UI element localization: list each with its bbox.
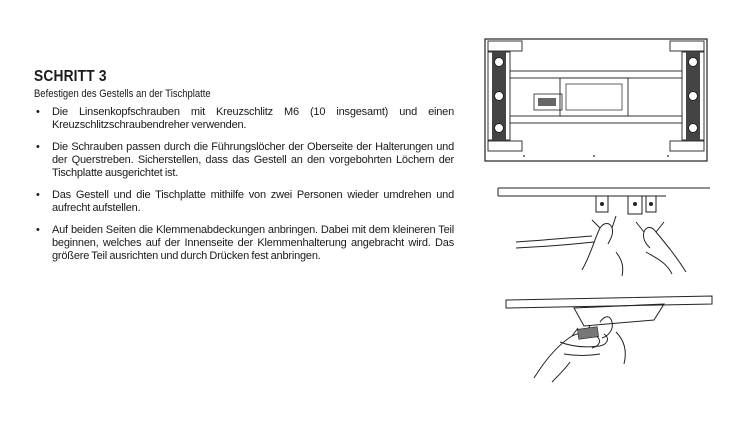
desk-frame-top-view-illustration bbox=[484, 38, 708, 162]
list-item: • Auf beiden Seiten die Klemmenabdeckungen anbringen. Dabei mit dem kleineren Teil beginnen, welches auf der Innenseite der Klemmenhalterung angebracht wird. Das größere Teil ausrichten und durch Drücken fest anbringen. bbox=[36, 224, 454, 262]
bullet-icon: • bbox=[36, 106, 40, 118]
step-subtitle: Befestigen des Gestells an der Tischplatte bbox=[34, 88, 211, 100]
bullet-icon: • bbox=[36, 224, 40, 236]
step-title: SCHRITT 3 bbox=[34, 68, 107, 85]
list-item: • Das Gestell und die Tischplatte mithilfe von zwei Personen wieder umdrehen und aufrecht aufstellen. bbox=[36, 189, 454, 214]
list-item: • Die Schrauben passen durch die Führungslöcher der Oberseite der Halterungen und der Querstreben. Sicherstellen, dass das Gestell an den vorgebohrten Löchern der Tischplatte ausgerichtet ist. bbox=[36, 141, 454, 179]
bullet-icon: • bbox=[36, 189, 40, 201]
clamp-cover-hands-illustration bbox=[504, 292, 714, 384]
instructions-text bbox=[34, 68, 454, 272]
instruction-list bbox=[34, 106, 454, 263]
bullet-icon: • bbox=[36, 141, 40, 153]
list-item: • Die Linsenkopfschrauben mit Kreuzschlitz M6 (10 insgesamt) und einen Kreuzschlitzschraubendreher verwenden. bbox=[36, 106, 454, 131]
desk-turning-hands-illustration bbox=[496, 182, 712, 278]
